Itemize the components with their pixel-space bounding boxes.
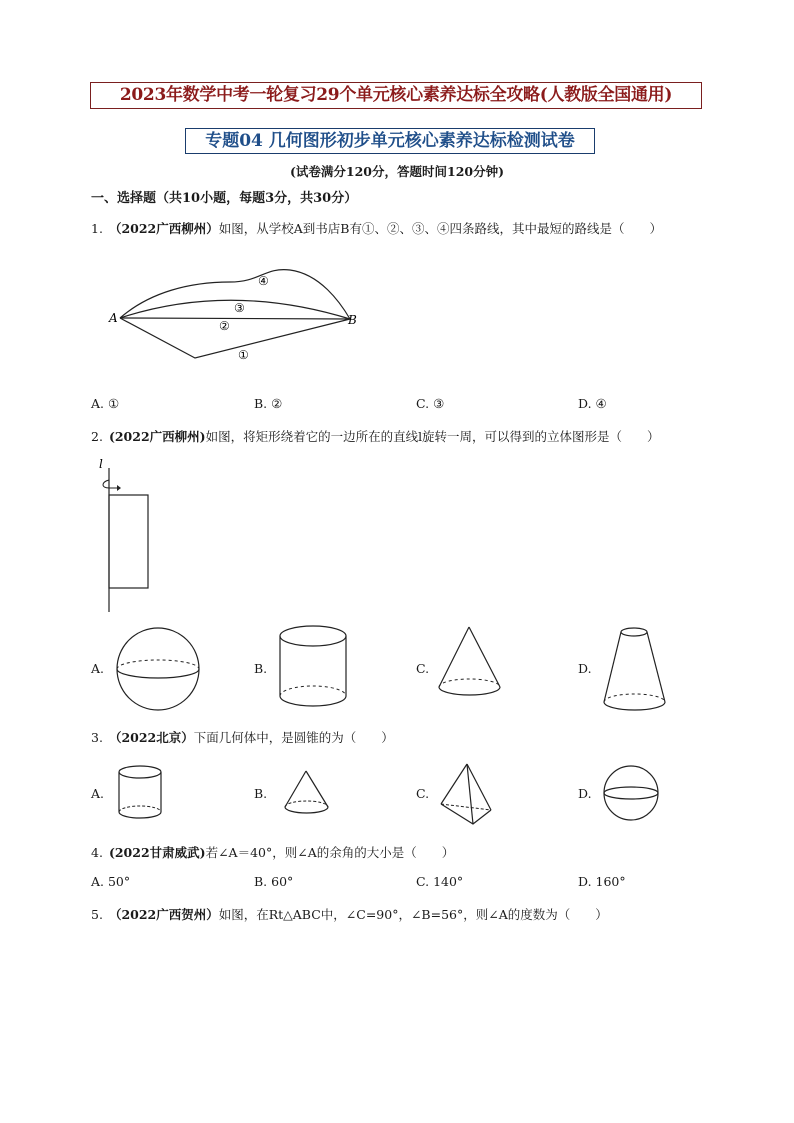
q3-option-d[interactable]: D. — [578, 786, 592, 801]
q3-option-c[interactable]: C. — [416, 786, 430, 801]
question-source: （2022广西贺州） — [108, 907, 219, 922]
cylinder-icon — [278, 624, 350, 710]
frustum-icon — [601, 626, 671, 718]
question-text: 若∠A＝40°，则∠A的余角的大小是（ ） — [205, 845, 455, 860]
rectangle-shape — [109, 495, 148, 588]
cylinder-icon — [117, 765, 167, 821]
point-a-label: A — [109, 311, 118, 325]
q2-option-b[interactable]: B. — [254, 661, 268, 676]
q1-option-c[interactable]: C. ③ — [416, 396, 445, 411]
section-heading: 一、选择题（共10小题，每题3分，共30分） — [91, 191, 358, 206]
q2-option-c[interactable]: C. — [416, 661, 430, 676]
route-2-label: ② — [219, 319, 230, 333]
sub-title: 专题04 几何图形初步单元核心素养达标检测试卷 — [185, 128, 595, 154]
question-2 — [91, 427, 660, 445]
q3-option-b[interactable]: B. — [254, 786, 268, 801]
question-source: (2022广西柳州) — [108, 429, 206, 444]
q4-option-d[interactable]: D. 160° — [578, 874, 626, 889]
arrow-head — [117, 485, 121, 491]
question-5 — [91, 905, 608, 923]
route-2-line — [120, 318, 350, 319]
q2-option-d[interactable]: D. — [578, 661, 592, 676]
q4-option-a[interactable]: A. 50° — [91, 874, 131, 889]
question-source: （2022广西柳州） — [108, 221, 219, 236]
rotation-figure — [95, 456, 155, 616]
question-number: 1. — [91, 221, 103, 236]
route-1-line — [120, 318, 350, 358]
q4-option-b[interactable]: B. 60° — [254, 874, 294, 889]
routes-figure — [100, 262, 370, 372]
cone-icon — [436, 625, 508, 707]
question-4 — [91, 843, 454, 861]
q1-option-b[interactable]: B. ② — [254, 396, 283, 411]
axis-label: l — [99, 457, 103, 471]
cone-icon — [283, 769, 333, 819]
question-text: 如图，从学校A到书店B有①、②、③、④四条路线，其中最短的路线是（ ） — [218, 221, 662, 236]
question-text: 如图，将矩形绕着它的一边所在的直线l旋转一周，可以得到的立体图形是（ ） — [205, 429, 660, 444]
question-number: 4. — [91, 845, 103, 860]
q1-option-d[interactable]: D. ④ — [578, 396, 607, 411]
route-3-label: ③ — [234, 301, 245, 315]
question-1 — [91, 219, 662, 237]
question-source: (2022甘肃威武) — [108, 845, 206, 860]
question-text: 如图，在Rt△ABC中，∠C=90°，∠B=56°，则∠A的度数为（ ） — [218, 907, 608, 922]
route-1-label: ① — [238, 348, 249, 362]
sphere-icon — [602, 765, 662, 823]
exam-info: (试卷满分120分，答题时间120分钟) — [289, 164, 504, 179]
q2-option-a[interactable]: A. — [91, 661, 105, 676]
q3-option-a[interactable]: A. — [91, 786, 105, 801]
route-4-label: ④ — [258, 274, 269, 288]
question-text: 下面几何体中，是圆锥的为（ ） — [193, 730, 394, 745]
question-number: 3. — [91, 730, 103, 745]
question-source: （2022北京） — [108, 730, 194, 745]
question-3 — [91, 728, 394, 746]
point-b-label: B — [348, 313, 357, 327]
question-number: 2. — [91, 429, 103, 444]
rotation-arrow — [103, 480, 117, 488]
q4-option-c[interactable]: C. 140° — [416, 874, 464, 889]
q1-option-a[interactable]: A. ① — [91, 396, 120, 411]
question-number: 5. — [91, 907, 103, 922]
pyramid-icon — [437, 762, 497, 828]
sphere-icon — [115, 632, 205, 712]
main-title: 2023年数学中考一轮复习29个单元核心素养达标全攻略(人教版全国通用) — [90, 82, 702, 109]
